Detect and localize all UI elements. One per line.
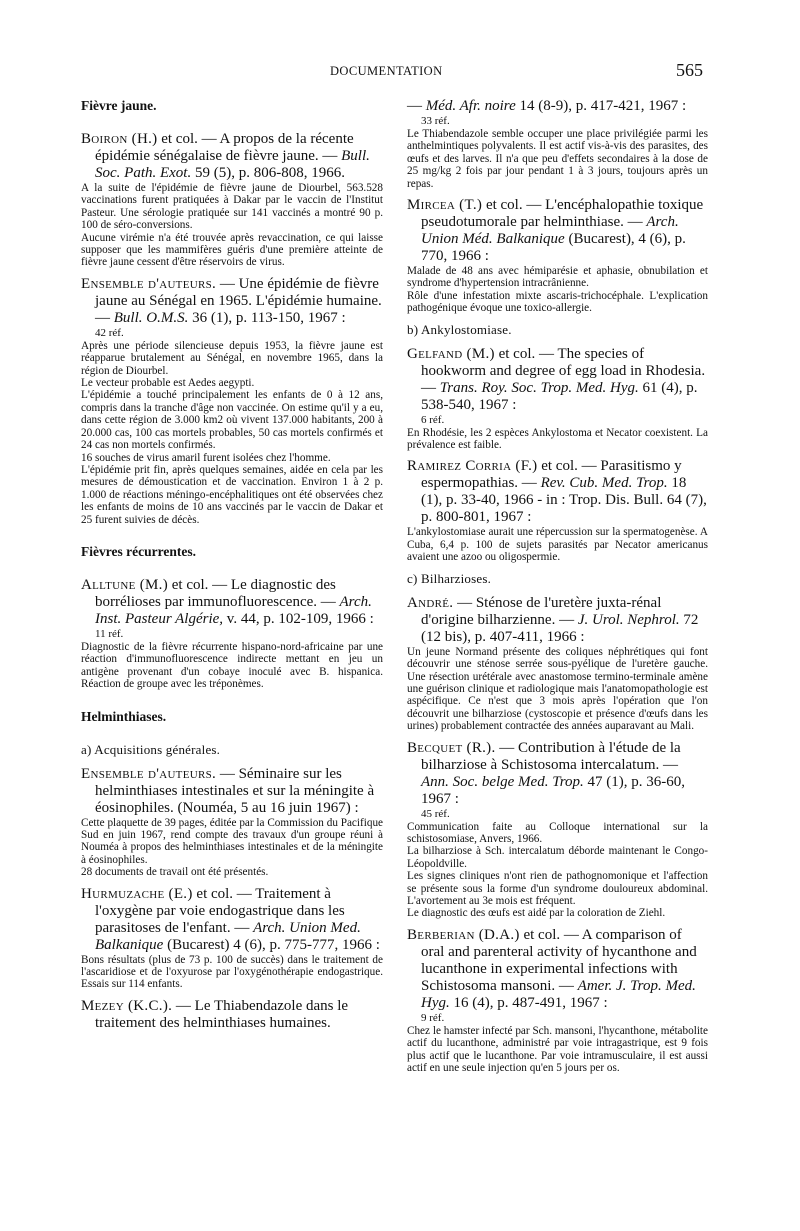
abstract [407,128,708,190]
abstract-paragraph: Cette plaquette de 39 pages, éditée par la Commission du Pacifique Sud en juin 1967, rend compte des travaux d'un groupe réuni à Nouméa à propos des helminthiases intestinales et de la méningite à éosinophiles. [81,816,383,866]
citation [81,766,383,817]
abstract-paragraph: Diagnostic de la fièvre récurrente hispano-nord-africaine par une réaction d'immunofluorescence indirecte mettant en jeu un antigène provenant d'un cobaye inoculé avec B. hispanica. Réaction de groupe avec les tréponèmes. [81,640,383,691]
citation-journal: Arch. Inst. Pasteur Algérie, [95,593,372,627]
running-title: DOCUMENTATION [330,64,443,78]
bibliography-entry [407,98,708,190]
abstract [81,641,383,691]
citation-journal: Arch. Union Méd. Balkanique [421,214,679,248]
abstract-paragraph: A la suite de l'épidémie de fièvre jaune de Diourbel, 563.528 vaccinations furent pratiquées à Dakar par le vaccin de l'Institut Pasteur. Une sérologie pratiquée sur 141 vaccinés a montré 90 p. 100 de séro-conversions. [81,182,383,232]
citation-journal: Bull. O.M.S. [113,309,189,326]
citation [81,886,383,954]
bibliography-entry [81,276,383,526]
reference-count: 42 réf. [95,326,124,339]
citation-author: Becquet (R.). [407,739,496,756]
citation-details: 61 (4), p. 538-540, 1967 : [421,379,698,413]
abstract [407,427,708,452]
citation-journal: Trans. Roy. Soc. Trop. Med. Hyg. [439,379,639,396]
bibliography-entry [81,998,383,1032]
citation-title: et col. — Parasitismo y espermopathias. — [421,458,682,492]
citation-author: Boiron (H.) [81,131,158,147]
reference-count: 45 réf. [421,807,450,820]
abstract-paragraph: Bons résultats (plus de 73 p. 100 de succès) dans le traitement de l'ascaridiose et de l'oxyurose par l'oxygénothérapie endogastrique. Essais sur 114 enfants. [81,953,383,991]
abstract-paragraph: Malade de 48 ans avec hémiparésie et aphasie, obnubilation et syndrome d'hypertension intracrânienne. [407,265,708,290]
abstract-paragraph: Les signes cliniques n'ont rien de pathognomonique et l'affection se présente sous la forme d'un syndrome douloureux abdominal. L'avortement au 3e mois est fréquent. [407,870,708,907]
reference-count: 6 réf. [421,413,445,426]
abstract [81,954,383,991]
citation [81,577,383,628]
abstract [407,526,708,563]
citation-author: Ensemble d'auteurs. [81,275,217,292]
citation-author: Mircea (T.) [407,197,483,214]
abstract [407,646,708,733]
citation [407,927,708,1012]
citation-details: 72 (12 bis), p. 407-411, 1966 : [421,611,699,645]
citation-title: et col. — Traitement à l'oxygène par voie endogastrique dans les parasitoses de l'enfant. — [95,885,345,936]
abstract-paragraph: 16 souches de virus amaril furent isolées chez l'homme. [81,451,331,464]
bibliography-entry [407,927,708,1075]
abstract-paragraph: La bilharziose à Sch. intercalatum déborde maintenant le Congo-Léopoldville. [407,845,708,870]
citation-author: Mezey (K.C.). [81,997,173,1014]
reference-count: 11 réf. [95,627,124,640]
bibliography-entry [407,458,708,563]
citation-title: — Sténose de l'uretère juxta-rénal d'origine bilharzienne. — [421,594,662,628]
citation-journal: Arch. Union Med. Balkanique [95,919,361,953]
reference-count: 9 réf. [421,1011,445,1024]
citation-details: v. 44, p. 102-109, 1966 : [223,610,374,627]
abstract [81,340,383,526]
abstract-paragraph: En Rhodésie, les 2 espèces Ankylostoma et Necator coexistent. La prévalence est faible. [407,426,708,452]
citation-title: — [407,98,426,114]
abstract-paragraph: Chez le hamster infecté par Sch. mansoni, l'hycanthone, métabolite actif du lucanthone, administré par voie intragastrique, est 9 fois plus actif que le lucanthone. Par voie intramusculaire, il est aussi actif en une seule injection qu'en 5 jours per os. [407,1024,708,1074]
citation [407,595,708,646]
citation-journal: Rev. Cub. Med. Trop. [540,475,668,492]
citation [407,740,708,808]
citation-title: — Une épidémie de fièvre jaune au Sénégal en 1965. L'épidémie humaine. — [95,275,382,326]
running-header [0,62,800,82]
abstract [407,265,708,315]
citation-journal: Méd. Afr. noire [425,98,516,114]
citation-title: et col. — A comparison of oral and parenteral activity of hycanthone and lucanthone in experimental infections with Schistosoma mansoni. — [421,926,697,994]
left-column [81,98,383,1039]
citation-details: 47 (1), p. 36-60, 1967 : [421,773,686,807]
citation [81,998,383,1032]
abstract-paragraph: Rôle d'une infestation mixte ascaris-trichocéphale. L'explication pathogénique évoque une toxico-allergie. [407,289,708,315]
abstract-paragraph: Le vecteur probable est Aedes aegypti. [81,377,255,390]
abstract-paragraph: L'ankylostomiase aurait une répercussion sur la spermatogenèse. A Cuba, 6,4 p. 100 de sujets parasités par Necator americanus avaient une azoo ou oligospermie. [407,526,708,564]
citation-journal: Ann. Soc. belge Med. Trop. [421,773,584,790]
citation-author: Gelfand (M.) [407,345,495,362]
bibliography-entry [407,740,708,920]
bibliography-entry [81,886,383,991]
abstract [407,1025,708,1075]
subsection-heading: c) Bilharzioses. [407,570,492,586]
citation-details: 16 (4), p. 487-491, 1967 : [449,994,608,1011]
citation-author: Berberian (D.A.) [407,926,520,943]
citation [81,276,383,327]
citation-title: — Le Thiabendazole dans le traitement des helminthiases humaines. [95,997,349,1031]
subsection-heading: a) Acquisitions générales. [81,741,221,757]
citation [407,458,708,526]
citation-details: 59 (5), p. 806-808, 1966. [191,165,345,181]
citation-author: Ensemble d'auteurs. [81,765,217,782]
bibliography-entry [407,197,708,315]
abstract-paragraph: Communication faite au Colloque international sur la schistosomiase, Anvers, 1966. [407,820,708,845]
citation-journal: Bull. Soc. Path. Exot. [95,148,370,181]
citation-journal: J. Urol. Nephrol. [577,611,680,628]
citation-author: Ramirez Corria (F.) [407,458,538,475]
citation-title: et col. — Le diagnostic des borrélioses par immunofluorescence. — [95,576,340,610]
citation-details: 14 (8-9), p. 417-421, 1967 : [515,98,687,114]
abstract-paragraph: 28 documents de travail ont été présentés. [81,866,269,879]
abstract-paragraph: L'épidémie a touché principalement les enfants de 0 à 12 ans, compris dans la tranche d'âge non vaccinée. On estime qu'il y a eu, dans cette région de 3.000 km2 où vivent 137.000 habitants, 200 à 20.000 cas, 100 cas mortels probables, 50 cas mortels confirmés et 24 cas non mortels confirmés. [81,389,383,452]
citation-title: et col. — The species of hookworm and degree of egg load in Rhodesia. — [421,345,706,396]
bibliography-entry [81,577,383,691]
abstract [81,182,383,269]
citation-details: 36 (1), p. 113-150, 1967 : [188,309,346,326]
reference-count: 33 réf. [421,115,450,127]
citation-details: 18 (1), p. 33-40, 1966 - in : Trop. Dis. Bull. 64 (7), p. 800-801, 1967 : [421,475,707,526]
right-column [407,98,708,1081]
citation-author: André. [407,594,454,611]
section-heading: Helminthiases. [81,708,167,724]
citation-author: Hurmuzache (E.) [81,885,193,902]
citation [407,98,708,115]
citation [407,197,708,265]
bibliography-entry [407,595,708,733]
subsection-heading: b) Ankylostomiase. [407,321,512,337]
citation-journal: Amer. J. Trop. Med. Hyg. [421,977,696,1011]
citation-title: et col. — L'encéphalopathie toxique pseudotumorale par helminthiase. — [421,197,704,231]
bibliography-entry [407,346,708,452]
citation-author: Alltune (M.) [81,576,169,593]
abstract-paragraph: Après une période silencieuse depuis 1953, la fièvre jaune est réapparue brutalement au Sénégal, en novembre 1965, dans la région de Diourbel. [81,339,383,377]
citation-title: — Contribution à l'étude de la bilharziose à Schistosoma intercalatum. — [421,739,681,773]
abstract-paragraph: Le diagnostic des œufs est aidé par la coloration de Ziehl. [407,907,666,920]
abstract [407,821,708,920]
section-heading: Fièvre jaune. [81,98,157,113]
citation [407,346,708,414]
abstract [81,817,383,879]
citation-details: (Bucarest) 4 (6), p. 775-777, 1966 : [163,936,380,953]
abstract-paragraph: Aucune virémie n'a été trouvée après revaccination, ce qui laisse supposer que les mammifères guéris d'une première atteinte de fièvre jaune cessent d'être réservoirs de virus. [81,231,383,269]
abstract-paragraph: Un jeune Normand présente des coliques néphrétiques qui font découvrir une sténose serrée sous-pyélique de l'uretère gauche. Une résection urétérale avec anastomose termino-terminale amène une guérison clinique et radiologique mais l'anatomopathologie est aspécifique. Ce n'est que 3 mois après l'opération que l'on découvrit une bilharziose (cystoscopie et présence d'œufs dans les urines) probablement contractée des années auparavant au Mali. [407,645,708,733]
bibliography-entry [81,131,383,269]
citation [81,131,383,182]
abstract-paragraph: L'épidémie prit fin, après quelques semaines, aidée en cela par les mesures de démoustication et de vaccination. Environ 1 à 2 p. 1.000 de réactions méningo-encéphalitiques ont été observées chez les enfants de moins de 10 ans vaccinés par le vaccin de Dakar et 25 furent suivies de décès. [81,463,383,526]
citation-details: (Bucarest), 4 (6), p. 770, 1966 : [421,231,686,265]
citation-title: et col. — A propos de la récente épidémie sénégalaise de fièvre jaune. — [95,131,354,164]
section-heading: Fièvres récurrentes. [81,543,196,559]
abstract-paragraph: Le Thiabendazole semble occuper une place privilégiée parmi les anthelmintiques polyvalents. Il est actif vis-à-vis des parasites, des œufs et des larves. Il n'a que peu d'effets secondaires à la dose de 25 mg/kg 2 fois par jour pendant 1 à 3 jours, toujours après un repas. [407,128,708,190]
page-number: 565 [676,60,703,80]
citation-title: — Séminaire sur les helminthiases intestinales et sur la méningite à éosinophiles. (Nouméa, 5 au 16 juin 1967) : [95,765,375,816]
bibliography-entry [81,766,383,879]
